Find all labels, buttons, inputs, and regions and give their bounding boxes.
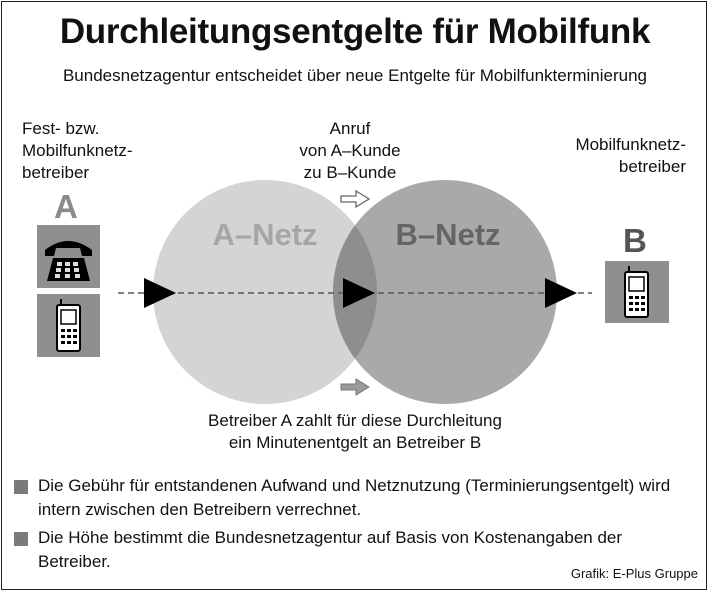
operator-a-letter: A	[54, 188, 78, 225]
bullet-list	[14, 474, 694, 578]
payment-label-line: Betreiber A zahlt für diese Durchleitung	[208, 411, 502, 430]
right-operator-label	[516, 134, 686, 178]
mobile-phone-icon	[605, 261, 669, 323]
source-credit: Grafik: E-Plus Gruppe	[570, 566, 698, 581]
call-label-line: Anruf	[329, 119, 371, 138]
call-arrow-end	[545, 278, 577, 308]
network-a-label: A–Netz	[212, 217, 318, 252]
call-label-line: von A–Kunde	[299, 141, 401, 160]
telephone-icon	[37, 225, 100, 288]
bullet-text: Die Höhe bestimmt die Bundesnetzagentur auf Basis von Kostenangaben der Betreiber.	[38, 528, 623, 571]
call-label	[240, 118, 460, 184]
arrow-right-icon	[341, 379, 369, 395]
bullet-item	[14, 474, 694, 522]
network-b-label: B–Netz	[395, 217, 501, 252]
bullet-square-icon	[14, 532, 28, 546]
right-operator-label-line: Mobilfunknetz-	[575, 135, 686, 154]
left-operator-label-line: Mobilfunknetz-	[22, 141, 133, 160]
mobile-phone-icon	[37, 294, 100, 357]
bullet-text: Die Gebühr für entstandenen Aufwand und Netznutzung (Terminierungsentgelt) wird intern zwischen den Betreibern verrechnet.	[38, 476, 671, 519]
left-operator-label	[22, 118, 192, 184]
bullet-square-icon	[14, 480, 28, 494]
page-title: Durchleitungsentgelte für Mobilfunk	[59, 12, 651, 51]
left-operator-label-line: betreiber	[22, 163, 90, 182]
payment-label	[150, 410, 560, 454]
arrow-right-icon	[341, 191, 369, 207]
right-operator-label-line: betreiber	[618, 157, 686, 176]
left-operator-label-line: Fest- bzw.	[22, 119, 100, 138]
operator-b-letter: B	[623, 222, 647, 259]
call-label-line: zu B–Kunde	[303, 163, 397, 182]
page-subtitle: Bundesnetzagentur entscheidet über neue Entgelte für Mobilfunkterminierung	[62, 66, 648, 85]
payment-label-line: ein Minutenentgelt an Betreiber B	[228, 433, 482, 452]
